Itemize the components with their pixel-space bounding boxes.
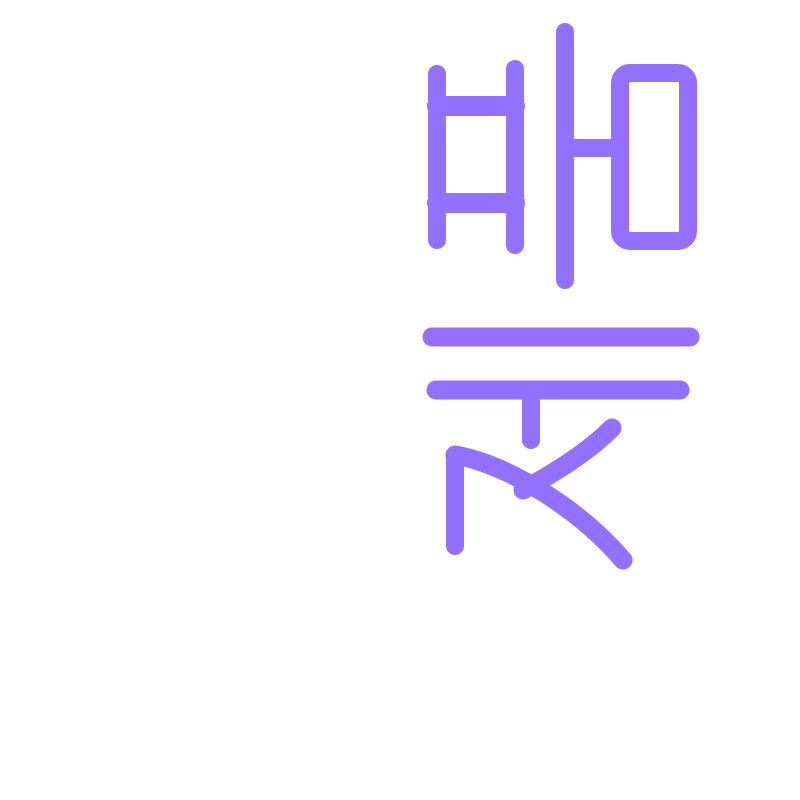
glyph-stroke-rounded-box: [620, 73, 688, 241]
